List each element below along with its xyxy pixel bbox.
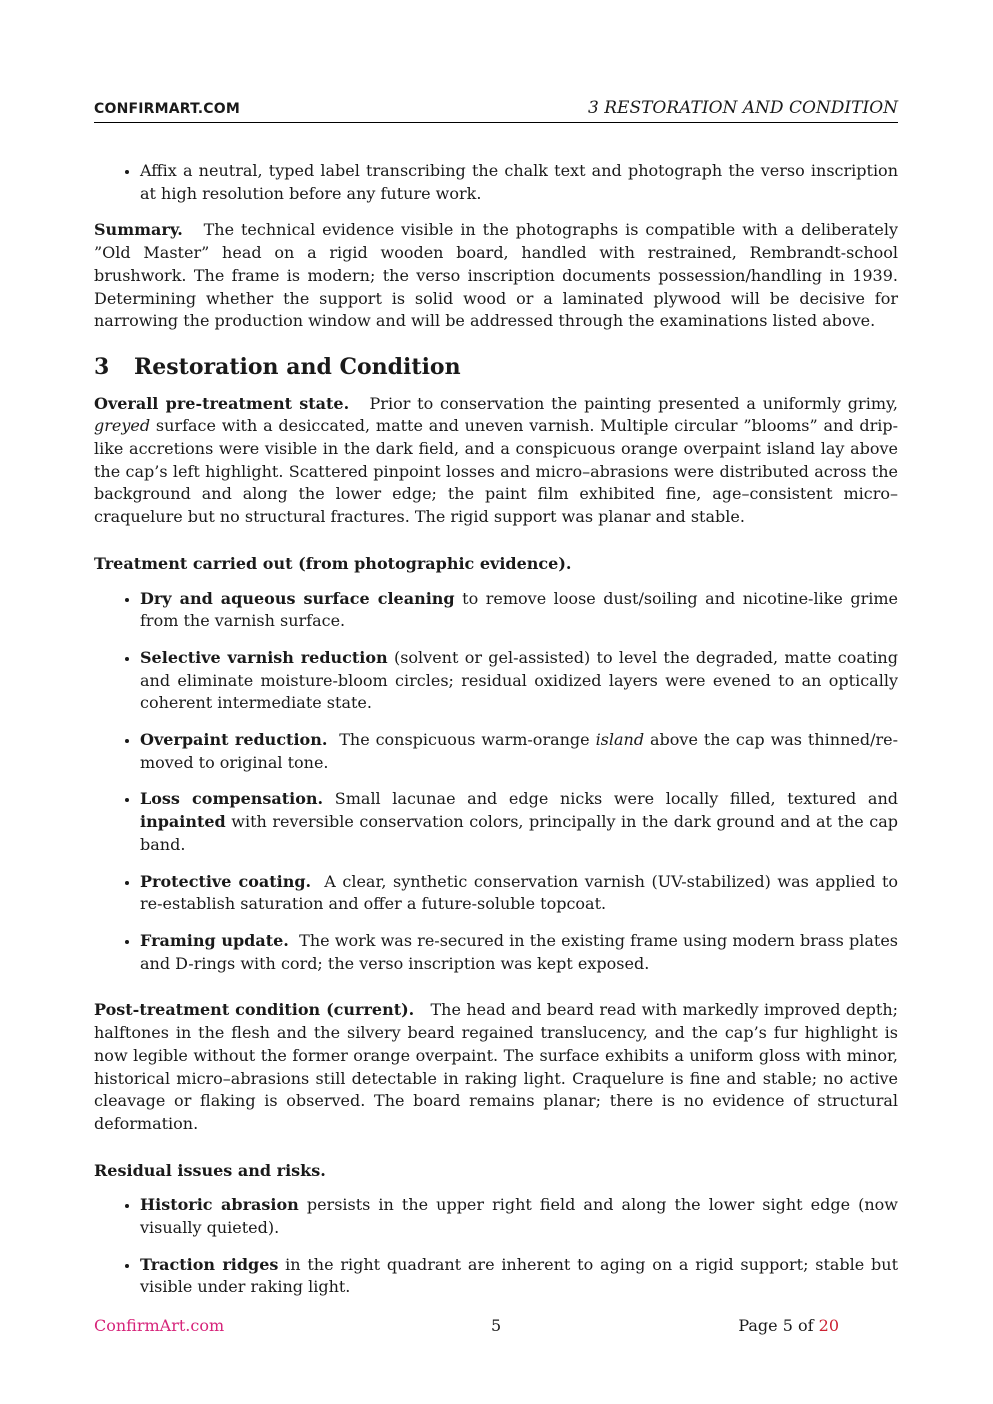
item-italic: island: [595, 730, 645, 750]
overall-italic: greyed: [94, 416, 151, 436]
list-item: [140, 1254, 898, 1299]
list-item: [140, 588, 898, 633]
page-header: [94, 98, 898, 123]
item-lead: Traction ridges: [140, 1254, 279, 1274]
item-lead: Framing update.: [140, 930, 289, 950]
brand-logo-text: CONFIRMART.COM: [94, 101, 241, 117]
item-bold: inpainted: [140, 812, 226, 832]
overall-paragraph: [94, 393, 898, 529]
item-lead: Overpaint reduction.: [140, 730, 328, 750]
overall-text-b: surface with a desiccated, matte and uneven varnish. Multiple circular ”blooms” and drip-like accretions were visible in the dark field, and a conspicuous orange overpaint island lay above the cap’s left highlight. Scattered pinpoint losses and micro–abrasions were distributed across the background and along the lower edge; the paint film exhibited fine, age–consistent micro–craquelure but no structural fractures. The rigid support was planar and stable.: [94, 416, 899, 527]
item-text: persists in the upper right field and along the lower sight edge (now visually quieted).: [140, 1195, 898, 1238]
item-text: A clear, synthetic conservation varnish (UV-stabilized) was applied to re-establish saturation and offer a future-soluble topcoat.: [140, 871, 899, 914]
residual-heading-para: [94, 1160, 898, 1183]
residual-heading: Residual issues and risks.: [94, 1160, 326, 1180]
list-item: • Affix a neutral, typed label transcribing the chalk text and photograph the verso inscription at high resolution before any future work.: [140, 160, 898, 205]
running-title: 3 RESTORATION AND CONDITION: [588, 98, 898, 118]
item-text: The work was re-secured in the existing frame using modern brass plates and D-rings with cord; the verso inscription was kept exposed.: [140, 930, 899, 973]
footer-page-count: [738, 1316, 839, 1335]
list-item: [140, 871, 898, 916]
overall-lead: Overall pre-treatment state.: [94, 393, 350, 413]
main-content: [94, 160, 898, 1313]
post-text: The head and beard read with markedly improved depth; halftones in the flesh and the silvery beard regained translucency, and the cap’s fur highlight is now legible without the former orange overpaint. The surface exhibits a uniform gloss with minor, historical micro–abrasions still detectable in raking light. Craquelure is fine and stable; no active cleavage or flaking is observed. The board remains planar; there is no evidence of structural deformation.: [94, 1000, 899, 1133]
item-text: to remove loose dust/soiling and nicotine-like grime from the varnish surface.: [140, 588, 899, 631]
item-text: (solvent or gel-assisted) to level the degraded, matte coating and eliminate moisture-bloom circles; residual oxidized layers were evened to an optically coherent intermediate state.: [140, 647, 898, 713]
intro-bullet-list: [94, 160, 898, 205]
post-lead: Post-treatment condition (current).: [94, 1000, 415, 1020]
footer-page-number: 5: [491, 1316, 502, 1335]
list-item: [140, 1194, 898, 1239]
treatment-list: [94, 588, 898, 976]
item-text-b: with reversible conservation colors, principally in the dark ground and at the cap band.: [140, 812, 899, 854]
list-item: [140, 930, 898, 975]
residual-list: [94, 1194, 898, 1299]
item-lead: Loss compensation.: [140, 789, 324, 809]
item-lead: Protective coating.: [140, 871, 312, 891]
post-paragraph: [94, 999, 898, 1135]
summary-lead: Summary.: [94, 220, 183, 240]
list-item: [140, 729, 898, 774]
section-heading: [94, 353, 898, 380]
footer-site-link[interactable]: ConfirmArt.com: [94, 1316, 225, 1335]
item-text: in the right quadrant are inherent to aging on a rigid support; stable but visible under raking light.: [140, 1254, 898, 1297]
item-lead: Historic abrasion: [140, 1195, 299, 1215]
page-prefix: Page 5 of: [738, 1316, 814, 1335]
summary-text: The technical evidence visible in the photographs is compatible with a deliberately ”Old Master” head on a rigid wooden board, handled with restrained, Rembrandt-school brushwork. The frame is modern; the verso inscription documents possession/handling in 1939. Determining whether the support is solid wood or a laminated plywood will be decisive for narrowing the production window and will be addressed through the examinations listed above.: [94, 220, 898, 331]
section-number: 3: [94, 353, 110, 380]
treatment-heading-para: [94, 553, 898, 576]
item-text-a: Small lacunae and edge nicks were locally filled, textured and: [334, 789, 898, 809]
total-pages-link[interactable]: 20: [818, 1316, 839, 1335]
summary-paragraph: [94, 219, 898, 333]
list-item: [140, 647, 898, 715]
overall-text-a: Prior to conservation the painting presented a uniformly grimy,: [369, 393, 898, 413]
item-lead: Selective varnish reduction: [140, 647, 388, 667]
treatment-heading: Treatment carried out (from photographic evidence).: [94, 553, 572, 573]
section-title: Restoration and Condition: [134, 353, 461, 380]
list-item: [140, 788, 898, 856]
item-text-b: above the cap was thinned/re-moved to original tone.: [140, 730, 899, 772]
item-lead: Dry and aqueous surface cleaning: [140, 588, 455, 608]
item-text-a: The conspicuous warm-orange: [339, 730, 590, 750]
